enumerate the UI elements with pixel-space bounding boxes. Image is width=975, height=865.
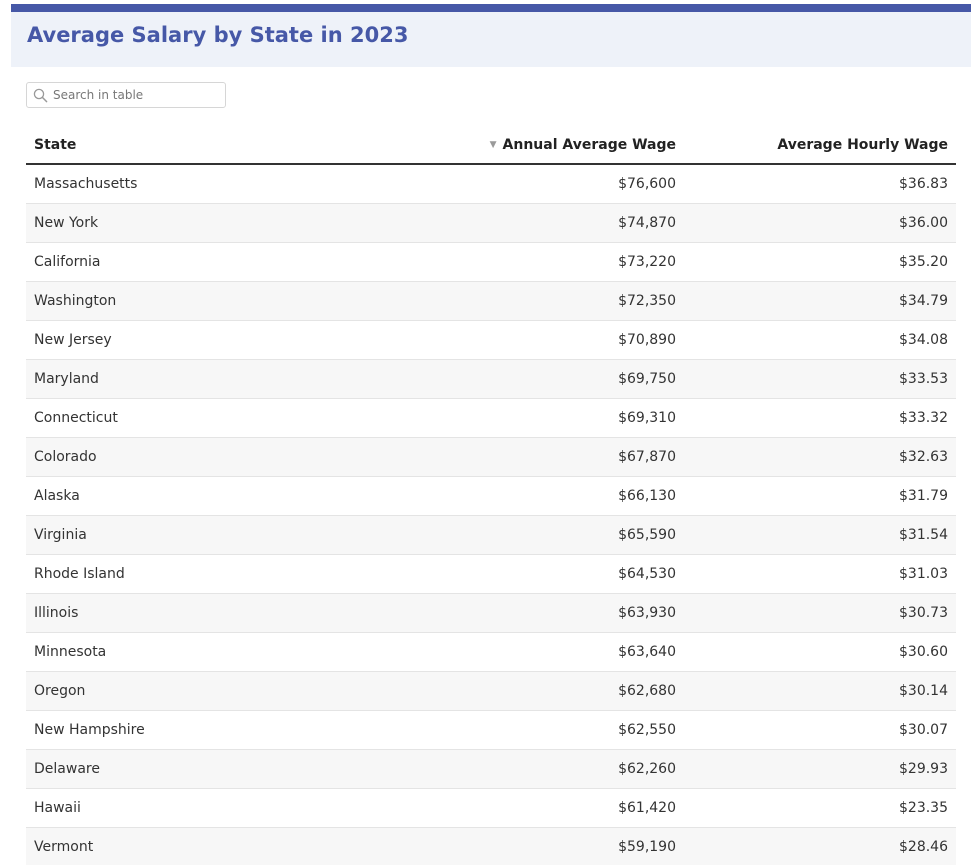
- cell-annual: $61,420: [426, 788, 684, 827]
- cell-state: Washington: [26, 281, 426, 320]
- cell-state: New Jersey: [26, 320, 426, 359]
- search-icon: [33, 88, 48, 103]
- cell-hourly: $33.53: [684, 359, 956, 398]
- column-header-label: Annual Average Wage: [502, 136, 676, 153]
- table-row: [26, 476, 956, 515]
- cell-hourly: $30.14: [684, 671, 956, 710]
- search-input[interactable]: [53, 83, 221, 107]
- cell-hourly: $23.35: [684, 788, 956, 827]
- cell-hourly: $31.79: [684, 476, 956, 515]
- table-row: [26, 554, 956, 593]
- table-row: [26, 164, 956, 203]
- table-row: [26, 359, 956, 398]
- cell-hourly: $30.07: [684, 710, 956, 749]
- cell-hourly: $34.08: [684, 320, 956, 359]
- table-row: [26, 671, 956, 710]
- cell-hourly: $28.46: [684, 827, 956, 865]
- search-box[interactable]: [26, 82, 226, 108]
- cell-state: Massachusetts: [26, 164, 426, 203]
- cell-state: Illinois: [26, 593, 426, 632]
- cell-annual: $62,550: [426, 710, 684, 749]
- cell-hourly: $35.20: [684, 242, 956, 281]
- cell-annual: $64,530: [426, 554, 684, 593]
- cell-hourly: $34.79: [684, 281, 956, 320]
- table-row: [26, 437, 956, 476]
- cell-annual: $63,930: [426, 593, 684, 632]
- cell-state: Maryland: [26, 359, 426, 398]
- table-row: [26, 632, 956, 671]
- cell-annual: $59,190: [426, 827, 684, 865]
- cell-annual: $62,680: [426, 671, 684, 710]
- column-header-annual-average-wage[interactable]: [426, 126, 684, 164]
- sort-descending-icon: ▼: [489, 139, 497, 150]
- cell-hourly: $33.32: [684, 398, 956, 437]
- cell-state: Alaska: [26, 476, 426, 515]
- cell-hourly: $36.83: [684, 164, 956, 203]
- table-row: [26, 515, 956, 554]
- cell-state: Colorado: [26, 437, 426, 476]
- cell-state: Delaware: [26, 749, 426, 788]
- table-row: [26, 398, 956, 437]
- salary-table: [26, 126, 956, 865]
- cell-state: Virginia: [26, 515, 426, 554]
- cell-state: Connecticut: [26, 398, 426, 437]
- cell-hourly: $29.93: [684, 749, 956, 788]
- table-row: [26, 281, 956, 320]
- table-row: [26, 827, 956, 865]
- cell-annual: $74,870: [426, 203, 684, 242]
- salary-table-container: [26, 126, 956, 865]
- table-row: [26, 242, 956, 281]
- table-body: [26, 164, 956, 865]
- cell-hourly: $30.60: [684, 632, 956, 671]
- cell-state: California: [26, 242, 426, 281]
- cell-state: Rhode Island: [26, 554, 426, 593]
- cell-state: Vermont: [26, 827, 426, 865]
- table-row: [26, 203, 956, 242]
- page-title: Average Salary by State in 2023: [27, 23, 409, 47]
- cell-annual: $62,260: [426, 749, 684, 788]
- cell-annual: $70,890: [426, 320, 684, 359]
- cell-annual: $65,590: [426, 515, 684, 554]
- title-bar: [11, 4, 971, 67]
- table-header-row: [26, 126, 956, 164]
- cell-state: Oregon: [26, 671, 426, 710]
- cell-annual: $76,600: [426, 164, 684, 203]
- cell-annual: $66,130: [426, 476, 684, 515]
- cell-state: New York: [26, 203, 426, 242]
- table-row: [26, 749, 956, 788]
- cell-annual: $73,220: [426, 242, 684, 281]
- table-row: [26, 710, 956, 749]
- cell-hourly: $31.54: [684, 515, 956, 554]
- cell-state: Hawaii: [26, 788, 426, 827]
- cell-annual: $69,310: [426, 398, 684, 437]
- column-header-average-hourly-wage[interactable]: Average Hourly Wage: [684, 126, 956, 164]
- cell-annual: $69,750: [426, 359, 684, 398]
- table-row: [26, 320, 956, 359]
- cell-annual: $72,350: [426, 281, 684, 320]
- table-row: [26, 788, 956, 827]
- table-row: [26, 593, 956, 632]
- cell-hourly: $30.73: [684, 593, 956, 632]
- cell-state: New Hampshire: [26, 710, 426, 749]
- cell-hourly: $32.63: [684, 437, 956, 476]
- cell-annual: $67,870: [426, 437, 684, 476]
- cell-hourly: $36.00: [684, 203, 956, 242]
- cell-hourly: $31.03: [684, 554, 956, 593]
- cell-state: Minnesota: [26, 632, 426, 671]
- column-header-state[interactable]: State: [26, 126, 426, 164]
- cell-annual: $63,640: [426, 632, 684, 671]
